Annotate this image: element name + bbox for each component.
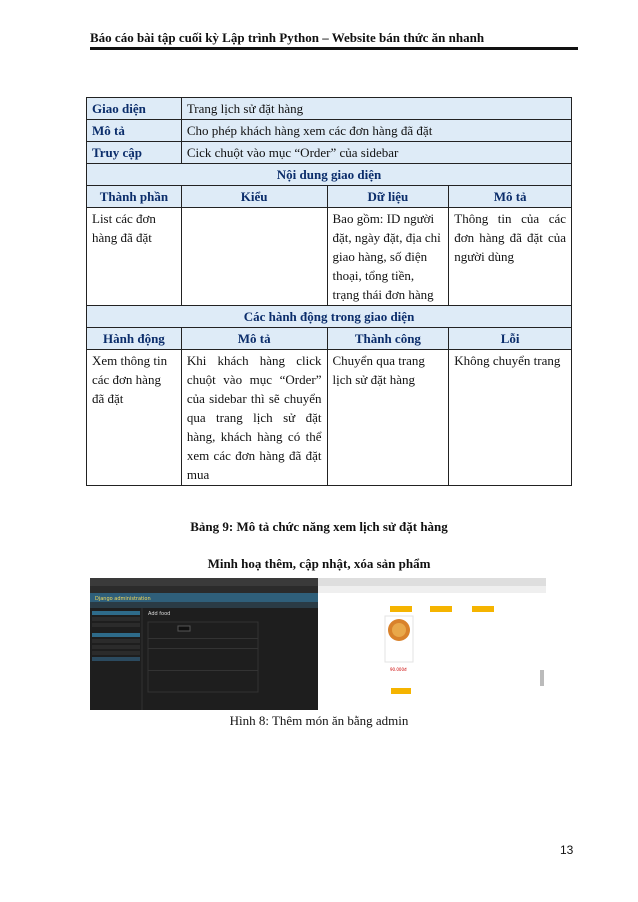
header-rule	[90, 47, 578, 50]
section-title-content: Nội dung giao diện	[87, 164, 572, 186]
key-cell: Giao diện	[87, 98, 182, 120]
value-cell: Trang lịch sử đặt hàng	[181, 98, 571, 120]
col-header: Kiểu	[181, 186, 327, 208]
row-giao-dien	[87, 98, 572, 120]
col-header: Dữ liệu	[327, 186, 449, 208]
action-row	[87, 350, 572, 486]
cell	[181, 208, 327, 306]
key-cell: Mô tả	[87, 120, 182, 142]
cell: Bao gồm: ID người đặt, ngày đặt, địa chỉ giao hàng, số điện thoại, tổng tiền, trạng thái đơn hàng	[327, 208, 449, 306]
running-header: Báo cáo bài tập cuối kỳ Lập trình Python – Website bán thức ăn nhanh	[90, 30, 485, 45]
value-cell: Cick chuột vào mục “Order” của sidebar	[181, 142, 571, 164]
cell: Chuyển qua trang lịch sử đặt hàng	[327, 350, 449, 486]
admin-screenshot	[90, 578, 546, 710]
value-cell: Cho phép khách hàng xem các đơn hàng đã đặt	[181, 120, 571, 142]
table-caption: Bảng 9: Mô tả chức năng xem lịch sử đặt hàng	[190, 519, 448, 534]
col-header: Mô tả	[449, 186, 572, 208]
col-header: Mô tả	[181, 328, 327, 350]
admin-title: Django administration	[95, 596, 151, 602]
product-price: 90.000đ	[390, 667, 407, 672]
spec-table	[86, 97, 572, 486]
col-header: Thành phần	[87, 186, 182, 208]
cell: Thông tin của các đơn hàng đã đặt của người dùng	[449, 208, 572, 306]
key-cell: Truy cập	[87, 142, 182, 164]
section-heading: Minh hoạ thêm, cập nhật, xóa sản phẩm	[207, 556, 431, 571]
row-truy-cap	[87, 142, 572, 164]
screenshot-image	[90, 578, 546, 710]
col-header: Thành công	[327, 328, 449, 350]
row-mo-ta	[87, 120, 572, 142]
form-title: Add food	[148, 611, 171, 617]
cell: Xem thông tin các đơn hàng đã đặt	[87, 350, 182, 486]
content-row	[87, 208, 572, 306]
section-title-actions: Các hành động trong giao diện	[87, 306, 572, 328]
page-number: 13	[560, 843, 574, 857]
cell: List các đơn hàng đã đặt	[87, 208, 182, 306]
col-header: Hành động	[87, 328, 182, 350]
cell: Khi khách hàng click chuột vào mục “Order” của sidebar thì sẽ chuyển qua trang lịch sử đặt hàng, khách hàng có thể xem các đơn hàng đã đặt mua	[181, 350, 327, 486]
col-header: Lỗi	[449, 328, 572, 350]
cell: Không chuyển trang	[449, 350, 572, 486]
figure-caption: Hình 8: Thêm món ăn bằng admin	[229, 713, 409, 728]
